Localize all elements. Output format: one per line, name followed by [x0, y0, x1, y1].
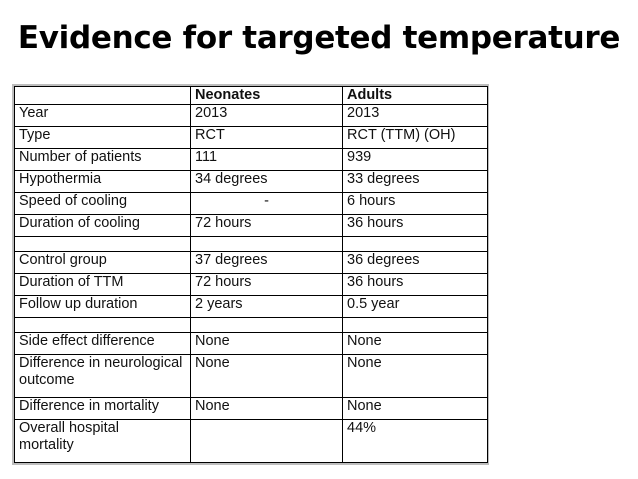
row-label: Speed of cooling — [15, 193, 191, 215]
neonates-cell: None — [191, 397, 343, 419]
adults-cell — [343, 237, 488, 252]
adults-cell: 2013 — [343, 105, 488, 127]
table-header-row — [15, 87, 488, 105]
neonates-cell: - — [191, 193, 343, 215]
row-label: Duration of TTM — [15, 274, 191, 296]
neonates-cell: None — [191, 333, 343, 355]
header-blank — [15, 87, 191, 105]
table-row — [15, 127, 488, 149]
adults-cell: 36 degrees — [343, 252, 488, 274]
neonates-cell: 34 degrees — [191, 171, 343, 193]
table-row-blank — [15, 318, 488, 333]
table-row — [15, 215, 488, 237]
table-row — [15, 296, 488, 318]
slide-title: Evidence for targeted temperature — [17, 20, 621, 56]
neonates-cell: RCT — [191, 127, 343, 149]
adults-cell: None — [343, 333, 488, 355]
table-row — [15, 105, 488, 127]
neonates-cell: 72 hours — [191, 215, 343, 237]
header-neonates: Neonates — [191, 87, 343, 105]
row-label — [15, 318, 191, 333]
row-label: Type — [15, 127, 191, 149]
row-label: Duration of cooling — [15, 215, 191, 237]
neonates-cell — [191, 420, 343, 463]
table-row — [15, 333, 488, 355]
adults-cell: 36 hours — [343, 274, 488, 296]
adults-cell: 939 — [343, 149, 488, 171]
table-row — [15, 193, 488, 215]
evidence-table-frame — [12, 84, 489, 465]
row-label: Year — [15, 105, 191, 127]
row-label — [15, 237, 191, 252]
header-adults: Adults — [343, 87, 488, 105]
neonates-cell: 111 — [191, 149, 343, 171]
adults-cell: 33 degrees — [343, 171, 488, 193]
row-label: Control group — [15, 252, 191, 274]
neonates-cell: None — [191, 355, 343, 398]
adults-cell: 36 hours — [343, 215, 488, 237]
row-label: Overall hospital mortality — [15, 420, 191, 463]
adults-cell: 6 hours — [343, 193, 488, 215]
evidence-table — [14, 86, 488, 463]
table-row — [15, 420, 488, 463]
row-label: Difference in neurological outcome — [15, 355, 191, 398]
neonates-cell — [191, 237, 343, 252]
table-row — [15, 149, 488, 171]
row-label: Side effect difference — [15, 333, 191, 355]
adults-cell: None — [343, 397, 488, 419]
neonates-cell: 2 years — [191, 296, 343, 318]
row-label: Hypothermia — [15, 171, 191, 193]
table-row — [15, 397, 488, 419]
neonates-cell: 2013 — [191, 105, 343, 127]
table-row — [15, 355, 488, 398]
adults-cell — [343, 318, 488, 333]
table-row — [15, 274, 488, 296]
row-label: Follow up duration — [15, 296, 191, 318]
adults-cell: RCT (TTM) (OH) — [343, 127, 488, 149]
table-row — [15, 252, 488, 274]
adults-cell: 0.5 year — [343, 296, 488, 318]
neonates-cell: 37 degrees — [191, 252, 343, 274]
adults-cell: 44% — [343, 420, 488, 463]
row-label: Number of patients — [15, 149, 191, 171]
table-row — [15, 171, 488, 193]
table-row-blank — [15, 237, 488, 252]
neonates-cell: 72 hours — [191, 274, 343, 296]
row-label: Difference in mortality — [15, 397, 191, 419]
adults-cell: None — [343, 355, 488, 398]
neonates-cell — [191, 318, 343, 333]
